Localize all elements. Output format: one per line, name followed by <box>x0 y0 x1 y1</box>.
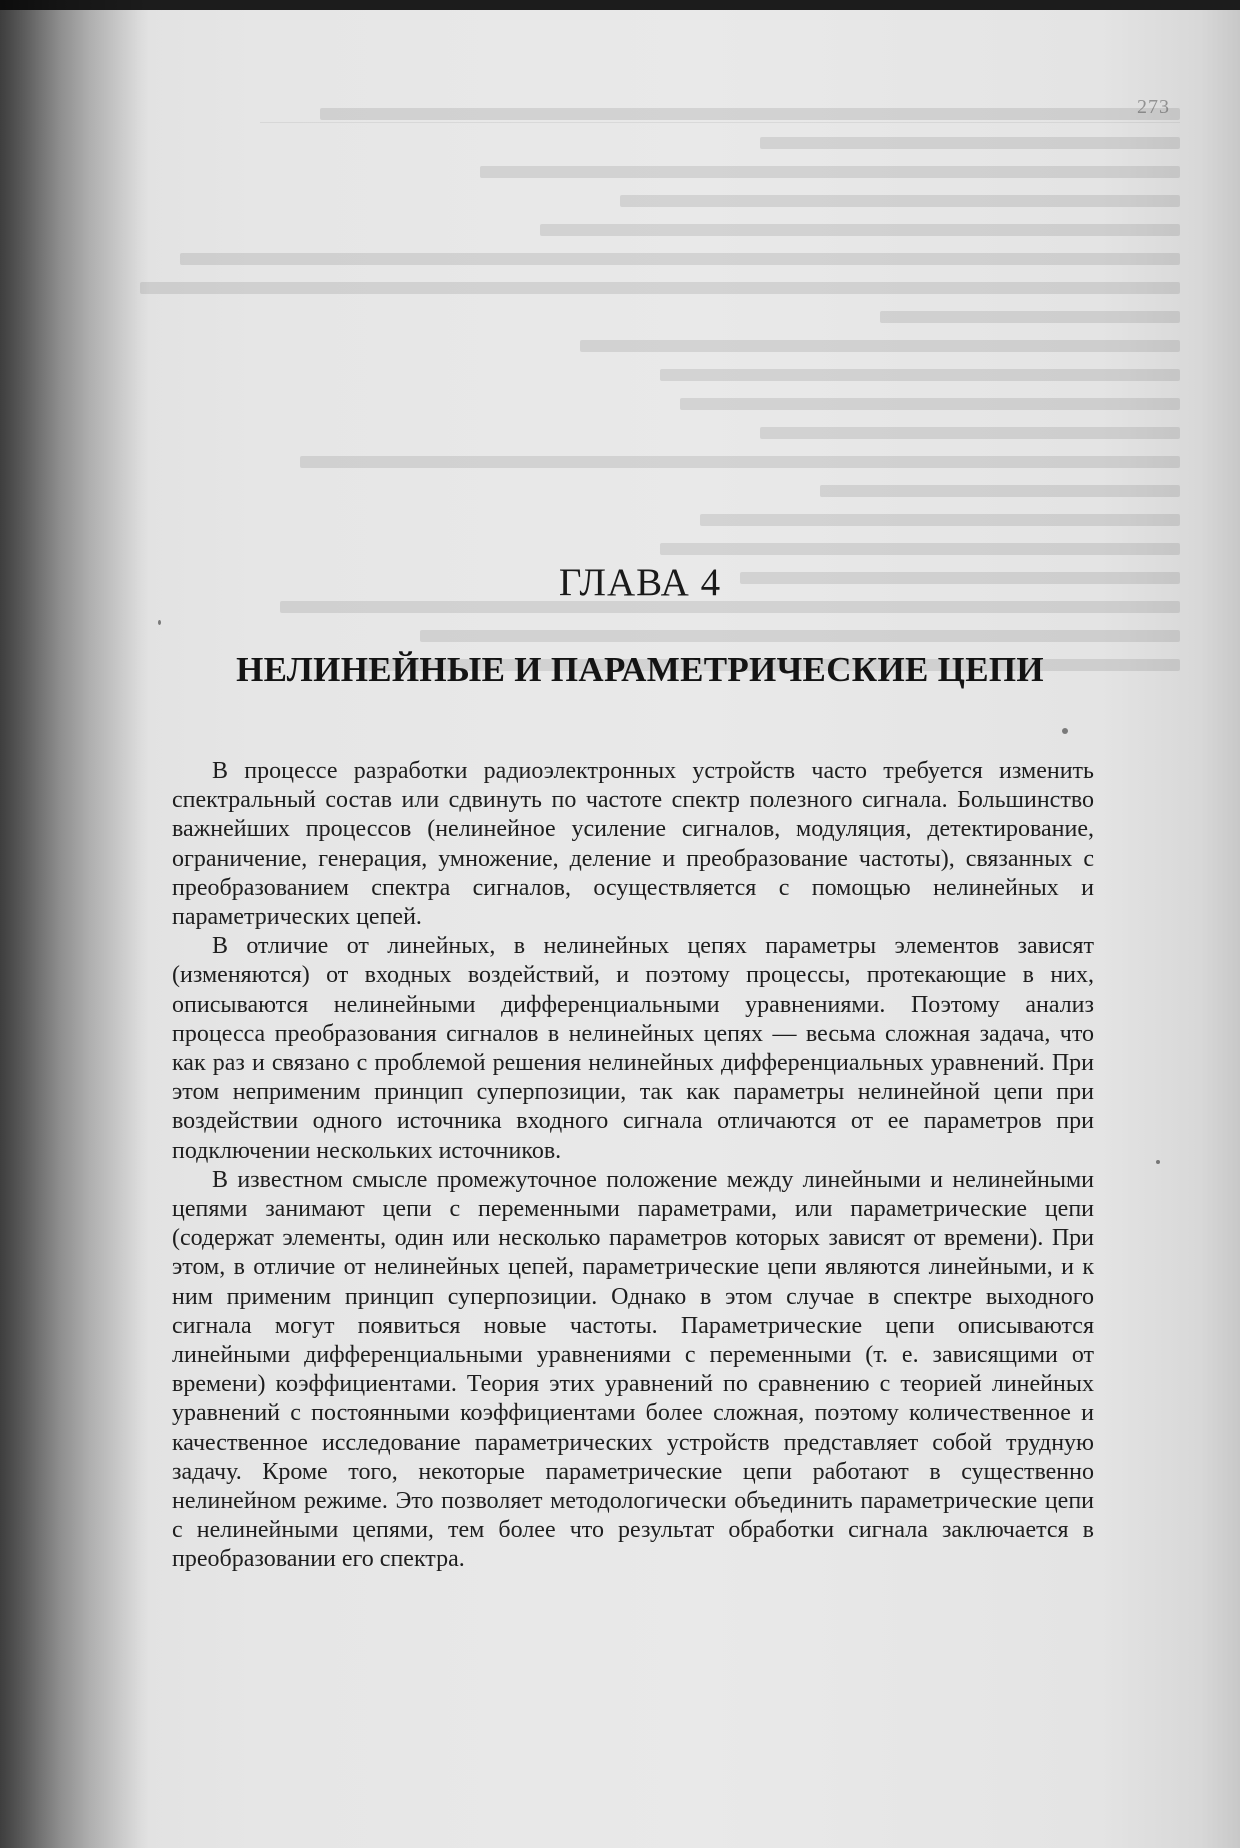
chapter-title: НЕЛИНЕЙНЫЕ И ПАРАМЕТРИЧЕСКИЕ ЦЕПИ <box>236 650 1044 689</box>
scan-speck <box>1156 1160 1160 1164</box>
bleed-through-texture <box>110 100 1180 700</box>
scan-speck <box>1062 728 1068 734</box>
spine-shadow <box>0 0 150 1848</box>
paragraph: В известном смысле промежуточное положение между линейными и нелинейными цепями занимают цепи с переменными параметрами, или параметрические цепи (содержат элементы, один или несколько параметров которых зависят от времени). При этом, в отличие от нелинейных цепей, параметрические цепи являются линейными, и к ним применим принцип суперпозиции. Однако в этом случае в спектре выходного сигнала могут появиться новые частоты. Параметрические цепи описываются линейными дифференциальными уравнениями с переменными (т. е. зависящими от времени) коэффициентами. Теория этих уравнений по сравнению с теорией линейных уравнений с постоянными коэффициентами более сложная, поэтому количественное и качественное исследование параметрических устройств представляет собой трудную задачу. Кроме того, некоторые параметрические цепи работают в существенно нелинейном режиме. Это позволяет методологически объединить параметрические цепи с нелинейными цепями, тем более что результат обработки сигнала заключается в преобразовании его спектра. <box>172 1166 1094 1573</box>
page-number: 273 <box>1137 96 1170 118</box>
scan-speck <box>158 620 161 625</box>
paragraph: В отличие от линейных, в нелинейных цепях параметры элементов зависят (изменяются) от входных воздействий, и поэтому процессы, протекающие в них, описываются нелинейными дифференциальными уравнениями. Поэтому анализ процесса преобразования сигналов в нелинейных цепях — весьма сложная задача, что как раз и связано с проблемой решения нелинейных дифференциальных уравнений. При этом неприменим принцип суперпозиции, так как параметры нелинейной цепи при воздействии одного источника входного сигнала отличаются от ее параметров при подключении нескольких источников. <box>172 933 1094 1164</box>
paragraph: В процессе разработки радиоэлектронных устройств часто требуется изменить спектральный состав или сдвинуть по частоте спектр полезного сигнала. Большинство важнейших процессов (нелинейное усиление сигналов, модуляция, детектирование, ограничение, генерация, умножение, деление и преобразование частоты), связанных с преобразованием спектра сигналов, осуществляется с помощью нелинейных и параметрических цепей. <box>172 758 1094 931</box>
chapter-body <box>172 757 1094 1575</box>
chapter-label: ГЛАВА 4 <box>558 561 722 604</box>
running-head-rule <box>260 92 1180 123</box>
scan-top-edge <box>0 0 1240 10</box>
